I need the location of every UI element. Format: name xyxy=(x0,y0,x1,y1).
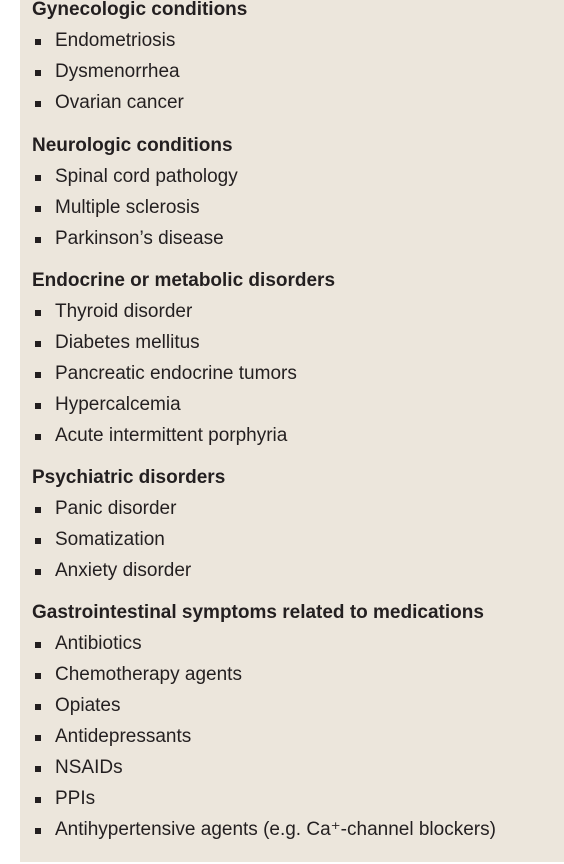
list-item-label: Hypercalcemia xyxy=(55,394,181,415)
section-heading: Gynecologic conditions xyxy=(32,0,248,20)
list-item xyxy=(32,633,556,664)
list-item xyxy=(32,819,556,850)
section-gynecologic xyxy=(32,0,556,123)
list-item-label: Spinal cord pathology xyxy=(55,166,238,187)
list-item-label: Dysmenorrhea xyxy=(55,61,180,82)
list-item xyxy=(32,332,556,363)
list-item-label: Acute intermittent porphyria xyxy=(55,425,288,446)
list-item-label: Somatization xyxy=(55,529,165,550)
list-item-label: Endometriosis xyxy=(55,30,176,51)
list-item xyxy=(32,788,556,819)
list-item-label: Parkinson’s disease xyxy=(55,228,224,249)
list-item-label: Chemotherapy agents xyxy=(55,664,242,685)
square-bullet-icon xyxy=(35,403,41,409)
list-item xyxy=(32,61,556,92)
conditions-panel xyxy=(20,0,564,862)
list-item-label: Opiates xyxy=(55,695,121,716)
list-item-label: PPIs xyxy=(55,788,96,809)
list-item xyxy=(32,92,556,123)
item-list xyxy=(32,498,556,591)
list-item-label: Panic disorder xyxy=(55,498,177,519)
list-item xyxy=(32,228,556,259)
square-bullet-icon xyxy=(35,310,41,316)
list-item xyxy=(32,425,556,456)
section-neurologic xyxy=(32,135,556,259)
square-bullet-icon xyxy=(35,538,41,544)
square-bullet-icon xyxy=(35,434,41,440)
list-item-label: Thyroid disorder xyxy=(55,301,193,322)
square-bullet-icon xyxy=(35,39,41,45)
section-heading: Endocrine or metabolic disorders xyxy=(32,270,336,291)
square-bullet-icon xyxy=(35,766,41,772)
square-bullet-icon xyxy=(35,507,41,513)
item-list xyxy=(32,166,556,259)
list-item-label: Diabetes mellitus xyxy=(55,332,200,353)
list-item xyxy=(32,560,556,591)
square-bullet-icon xyxy=(35,642,41,648)
list-item-label: Multiple sclerosis xyxy=(55,197,200,218)
square-bullet-icon xyxy=(35,70,41,76)
square-bullet-icon xyxy=(35,341,41,347)
list-item xyxy=(32,726,556,757)
list-item-label: Antidepressants xyxy=(55,726,192,747)
list-item xyxy=(32,757,556,788)
list-item-label: Ovarian cancer xyxy=(55,92,184,113)
list-item-label: Antibiotics xyxy=(55,633,142,654)
section-heading: Neurologic conditions xyxy=(32,135,233,156)
square-bullet-icon xyxy=(35,237,41,243)
section-heading: Gastrointestinal symptoms related to medications xyxy=(32,602,484,623)
item-list xyxy=(32,301,556,456)
list-item xyxy=(32,30,556,61)
list-item-label: NSAIDs xyxy=(55,757,123,778)
square-bullet-icon xyxy=(35,704,41,710)
list-item xyxy=(32,664,556,695)
list-item xyxy=(32,363,556,394)
list-item xyxy=(32,301,556,332)
item-list xyxy=(32,633,556,850)
square-bullet-icon xyxy=(35,828,41,834)
section-endocrine-metabolic xyxy=(32,270,556,456)
section-heading: Psychiatric disorders xyxy=(32,467,226,488)
list-item-label: Antihypertensive agents (e.g. Ca⁺-channel blockers) xyxy=(55,819,496,840)
square-bullet-icon xyxy=(35,569,41,575)
list-item-label: Anxiety disorder xyxy=(55,560,192,581)
square-bullet-icon xyxy=(35,673,41,679)
square-bullet-icon xyxy=(35,797,41,803)
square-bullet-icon xyxy=(35,175,41,181)
list-item xyxy=(32,498,556,529)
square-bullet-icon xyxy=(35,101,41,107)
list-item xyxy=(32,394,556,425)
list-item xyxy=(32,197,556,228)
list-item xyxy=(32,166,556,197)
list-item xyxy=(32,529,556,560)
item-list xyxy=(32,30,556,123)
list-item-label: Pancreatic endocrine tumors xyxy=(55,363,297,384)
section-gi-medications xyxy=(32,602,556,850)
list-item xyxy=(32,695,556,726)
square-bullet-icon xyxy=(35,206,41,212)
square-bullet-icon xyxy=(35,372,41,378)
section-psychiatric xyxy=(32,467,556,591)
square-bullet-icon xyxy=(35,735,41,741)
